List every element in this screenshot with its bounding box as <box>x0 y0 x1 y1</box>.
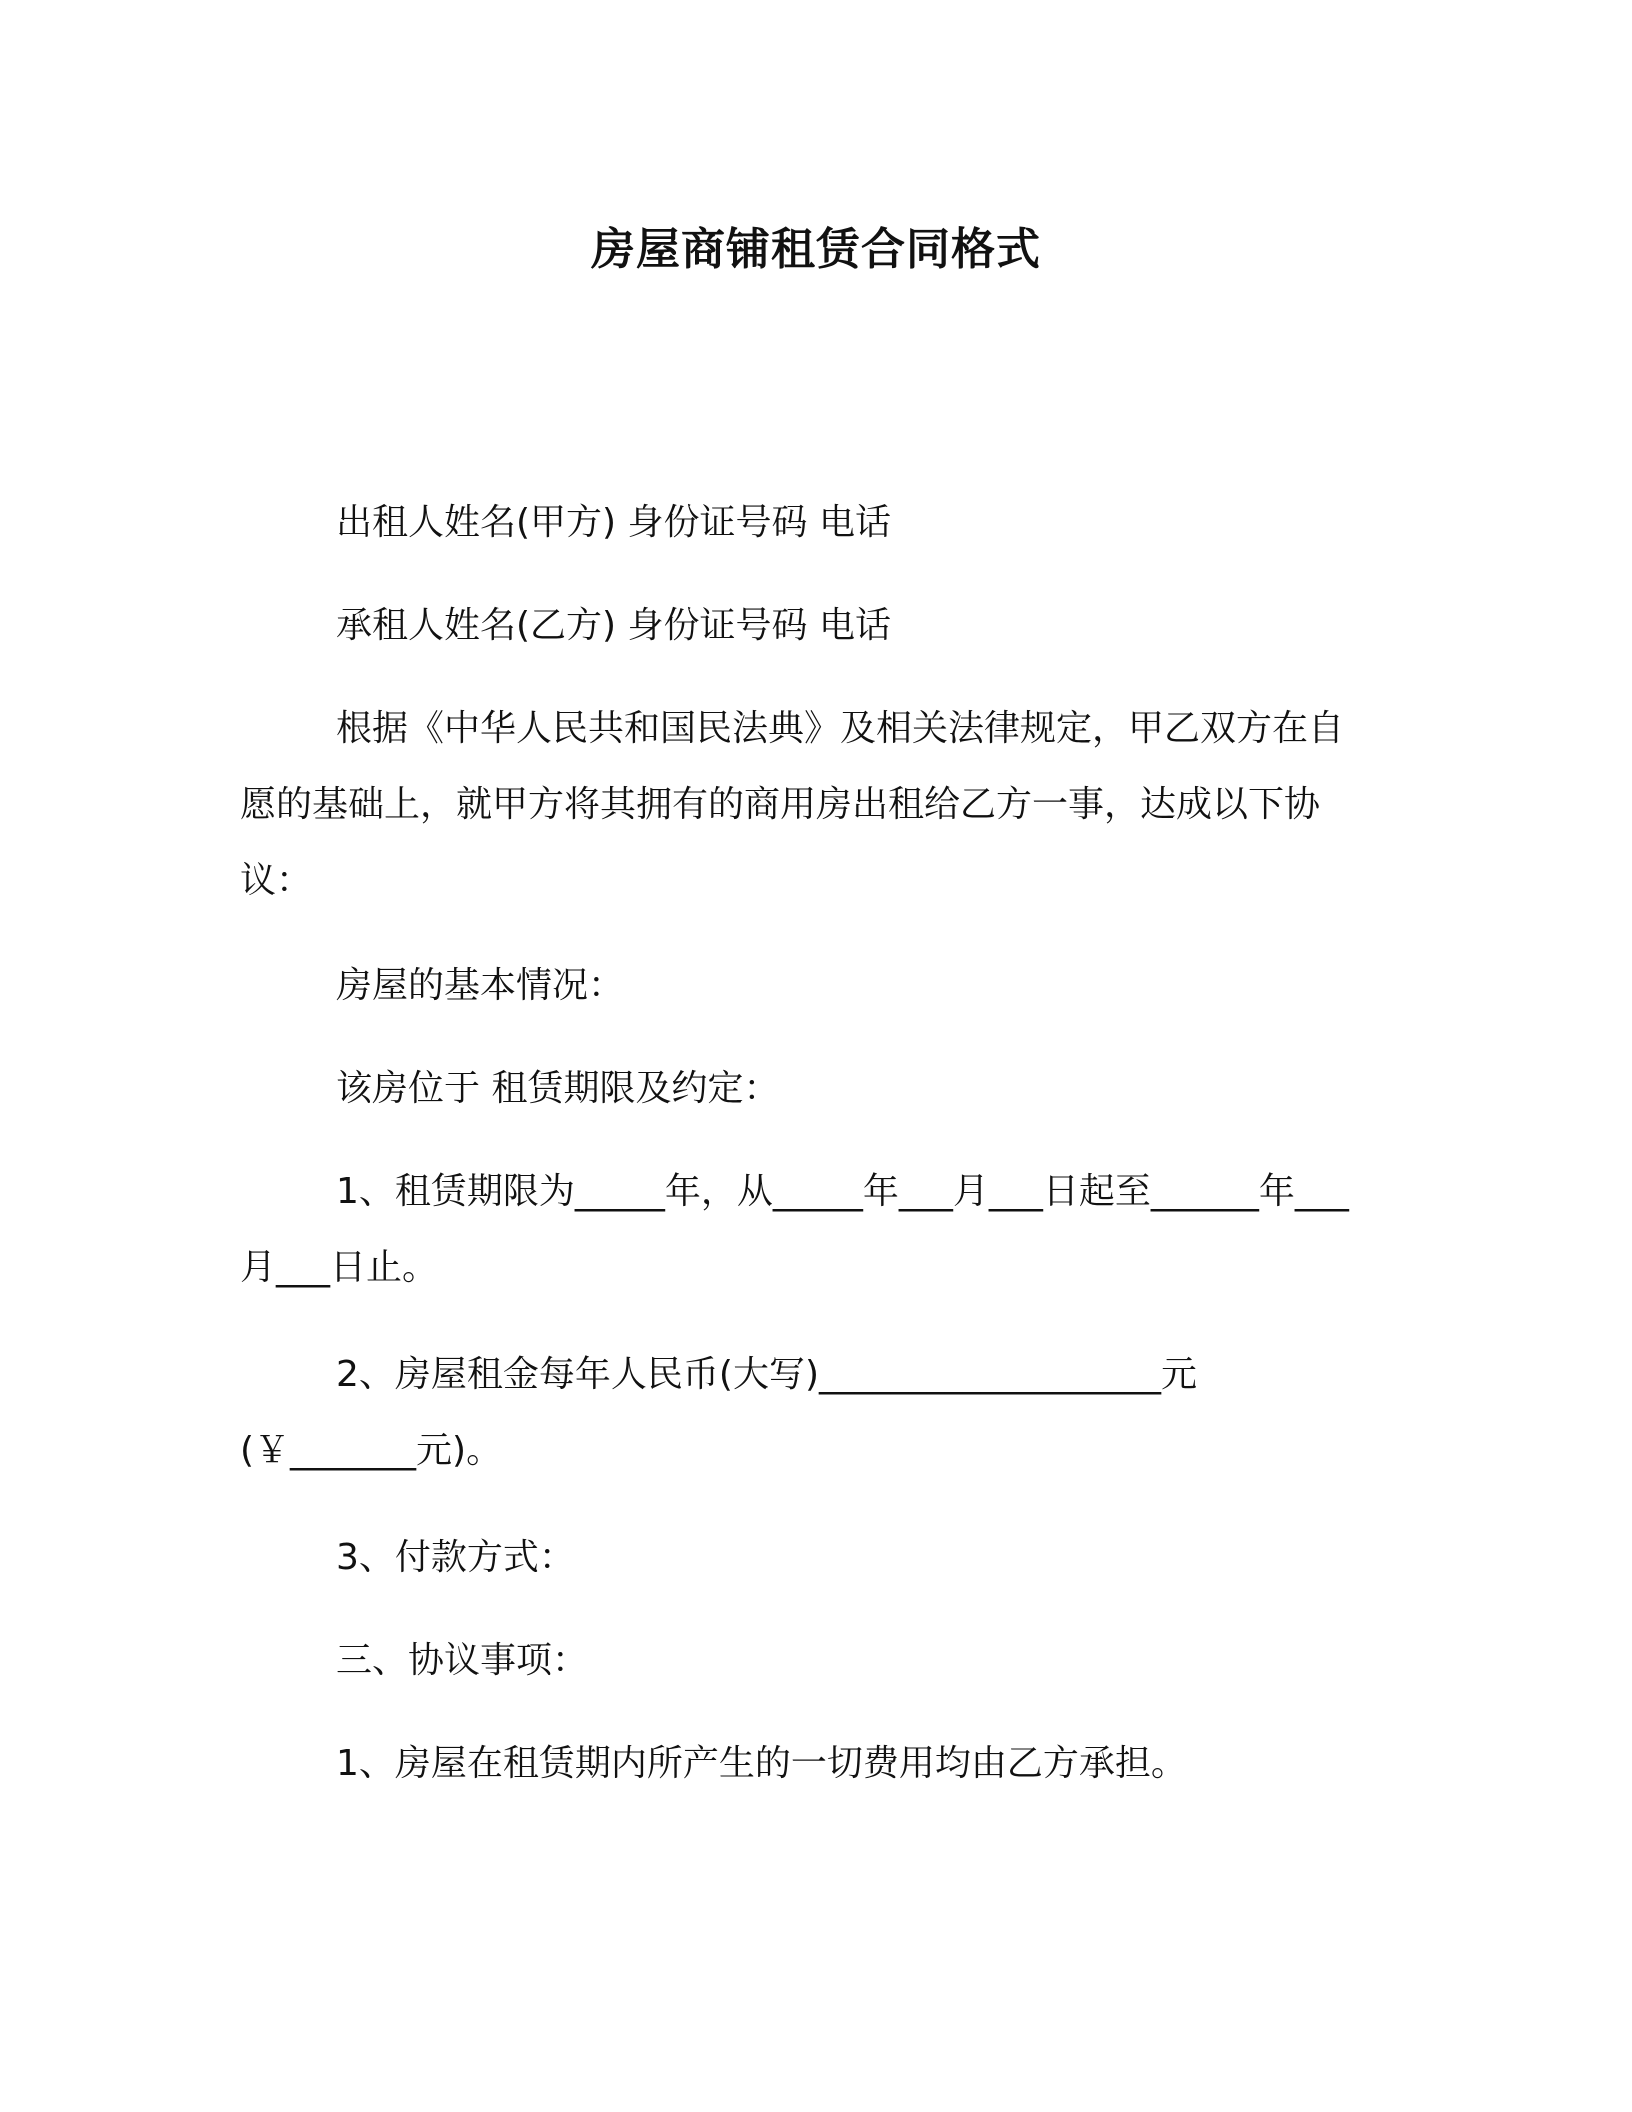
agreement-items-heading: 三、协议事项： <box>336 1640 589 1681</box>
document-title: 房屋商铺租赁合同格式 <box>591 224 1041 275</box>
house-basic-info-heading: 房屋的基本情况： <box>336 965 625 1006</box>
house-location-line: 该房位于 租赁期限及约定： <box>336 1068 780 1109</box>
lessor-info-line: 出租人姓名(甲方) 身份证号码 电话 <box>336 502 891 543</box>
lease-term-clause: 1、租赁期限为_____年，从_____年___月___日起至______年___月___日止。 <box>240 1171 1349 1288</box>
lessee-info-line: 承租人姓名(乙方) 身份证号码 电话 <box>336 605 891 646</box>
preamble-paragraph: 根据《中华人民共和国民法典》及相关法律规定，甲乙双方在自愿的基础上，就甲方将其拥有的商用房出租给乙方一事，达成以下协议： <box>240 708 1345 901</box>
rent-amount-clause: 2、房屋租金每年人民币(大写)___________________元(￥_______元)。 <box>240 1354 1197 1471</box>
payment-method-clause: 3、付款方式： <box>336 1537 575 1578</box>
expenses-clause: 1、房屋在租赁期内所产生的一切费用均由乙方承担。 <box>336 1743 1187 1784</box>
